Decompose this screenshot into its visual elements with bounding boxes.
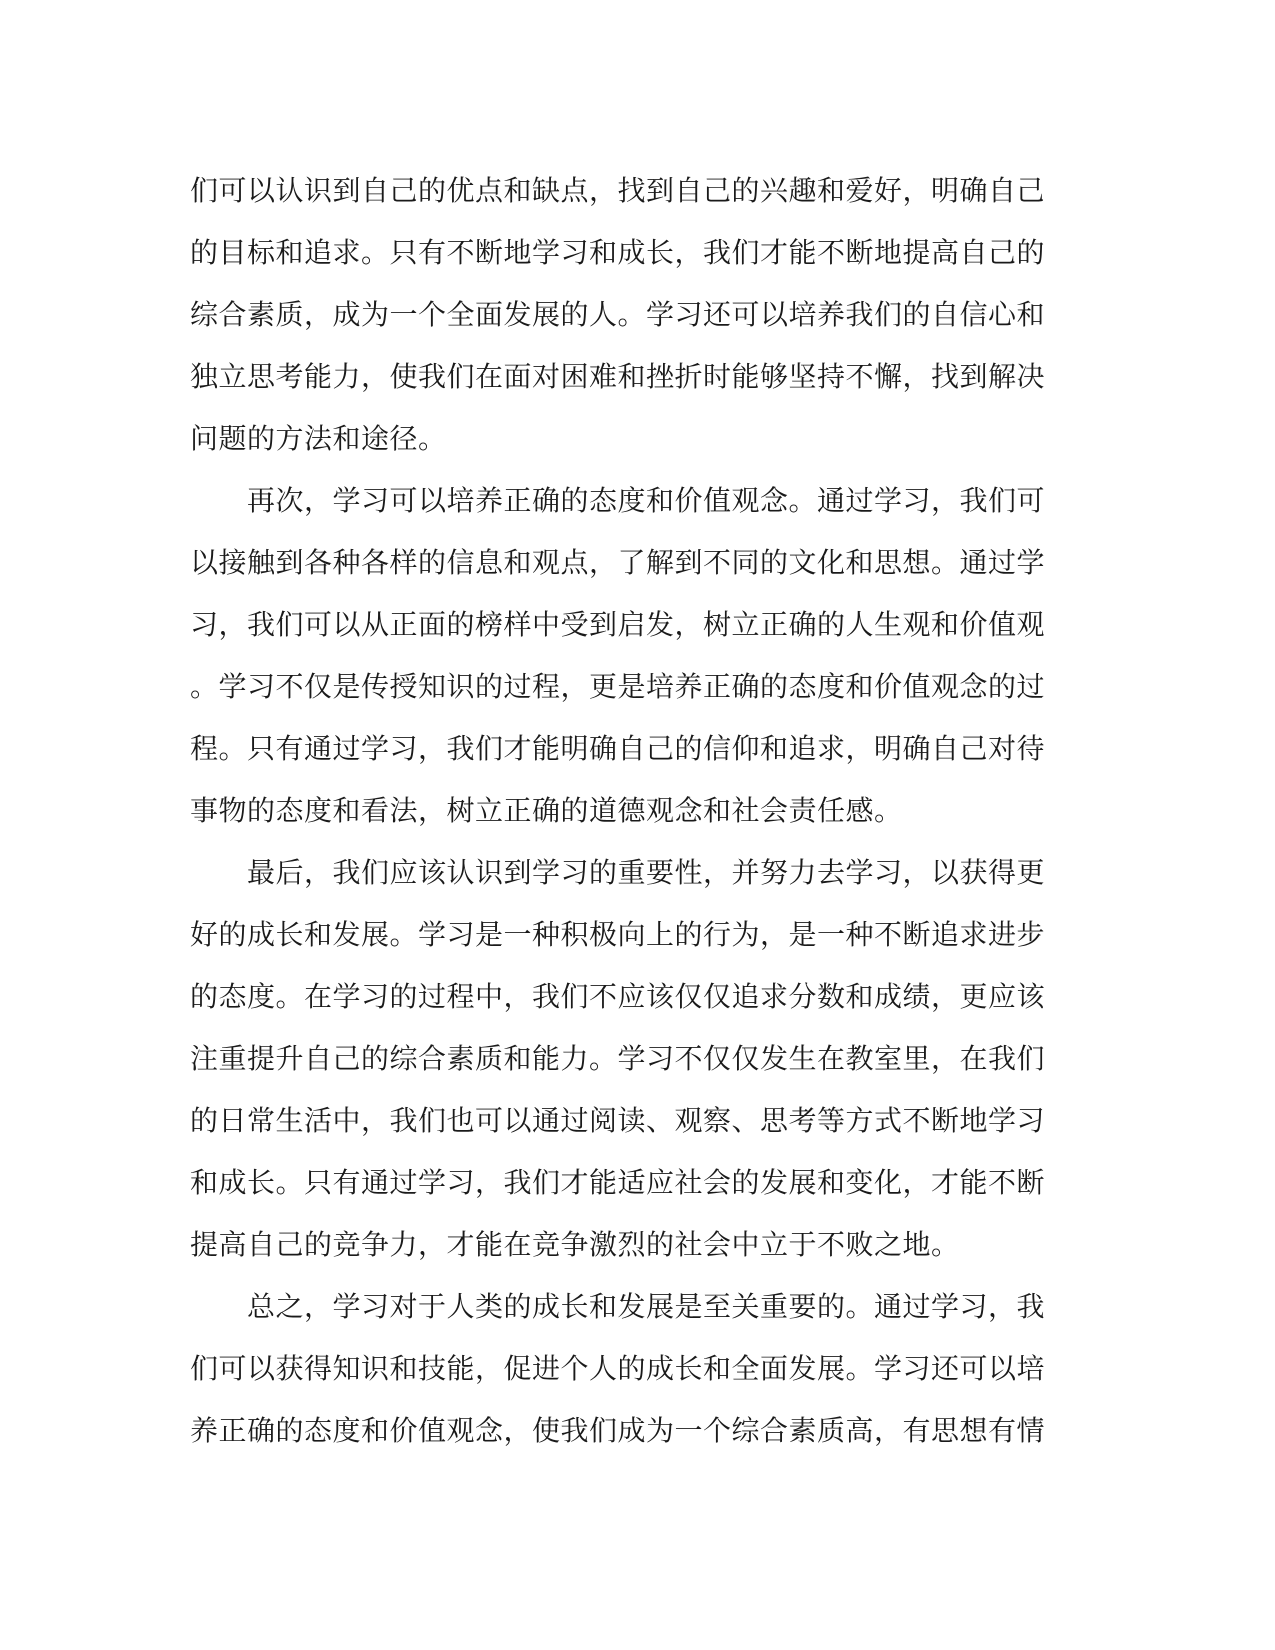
- text-line: 程。只有通过学习，我们才能明确自己的信仰和追求，明确自己对待: [190, 732, 1046, 765]
- text-line: 问题的方法和途径。: [190, 422, 447, 455]
- text-line: 。学习不仅是传授知识的过程，更是培养正确的态度和价值观念的过: [190, 670, 1046, 703]
- text-line: 习，我们可以从正面的榜样中受到启发，树立正确的人生观和价值观: [190, 608, 1046, 641]
- text-line: 好的成长和发展。学习是一种积极向上的行为，是一种不断追求进步: [190, 918, 1046, 951]
- text-line: 独立思考能力，使我们在面对困难和挫折时能够坚持不懈，找到解决: [190, 360, 1046, 393]
- text-line: 提高自己的竞争力，才能在竞争激烈的社会中立于不败之地。: [190, 1228, 960, 1261]
- text-line: 以接触到各种各样的信息和观点，了解到不同的文化和思想。通过学: [190, 546, 1046, 579]
- text-line: 最后，我们应该认识到学习的重要性，并努力去学习，以获得更: [190, 856, 1046, 889]
- text-line: 事物的态度和看法，树立正确的道德观念和社会责任感。: [190, 794, 903, 827]
- text-line: 的日常生活中，我们也可以通过阅读、观察、思考等方式不断地学习: [190, 1104, 1046, 1137]
- text-line: 总之，学习对于人类的成长和发展是至关重要的。通过学习，我: [190, 1290, 1046, 1323]
- text-line: 和成长。只有通过学习，我们才能适应社会的发展和变化，才能不断: [190, 1166, 1046, 1199]
- text-line: 注重提升自己的综合素质和能力。学习不仅仅发生在教室里，在我们: [190, 1042, 1046, 1075]
- text-line: 的态度。在学习的过程中，我们不应该仅仅追求分数和成绩，更应该: [190, 980, 1046, 1013]
- text-line: 们可以获得知识和技能，促进个人的成长和全面发展。学习还可以培: [190, 1352, 1046, 1385]
- text-line: 养正确的态度和价值观念，使我们成为一个综合素质高，有思想有情: [190, 1414, 1046, 1447]
- text-line: 的目标和追求。只有不断地学习和成长，我们才能不断地提高自己的: [190, 236, 1046, 269]
- body-text: [190, 160, 1080, 1462]
- text-line: 们可以认识到自己的优点和缺点，找到自己的兴趣和爱好，明确自己: [190, 174, 1046, 207]
- text-line: 再次，学习可以培养正确的态度和价值观念。通过学习，我们可: [190, 484, 1046, 517]
- text-line: 综合素质，成为一个全面发展的人。学习还可以培养我们的自信心和: [190, 298, 1046, 331]
